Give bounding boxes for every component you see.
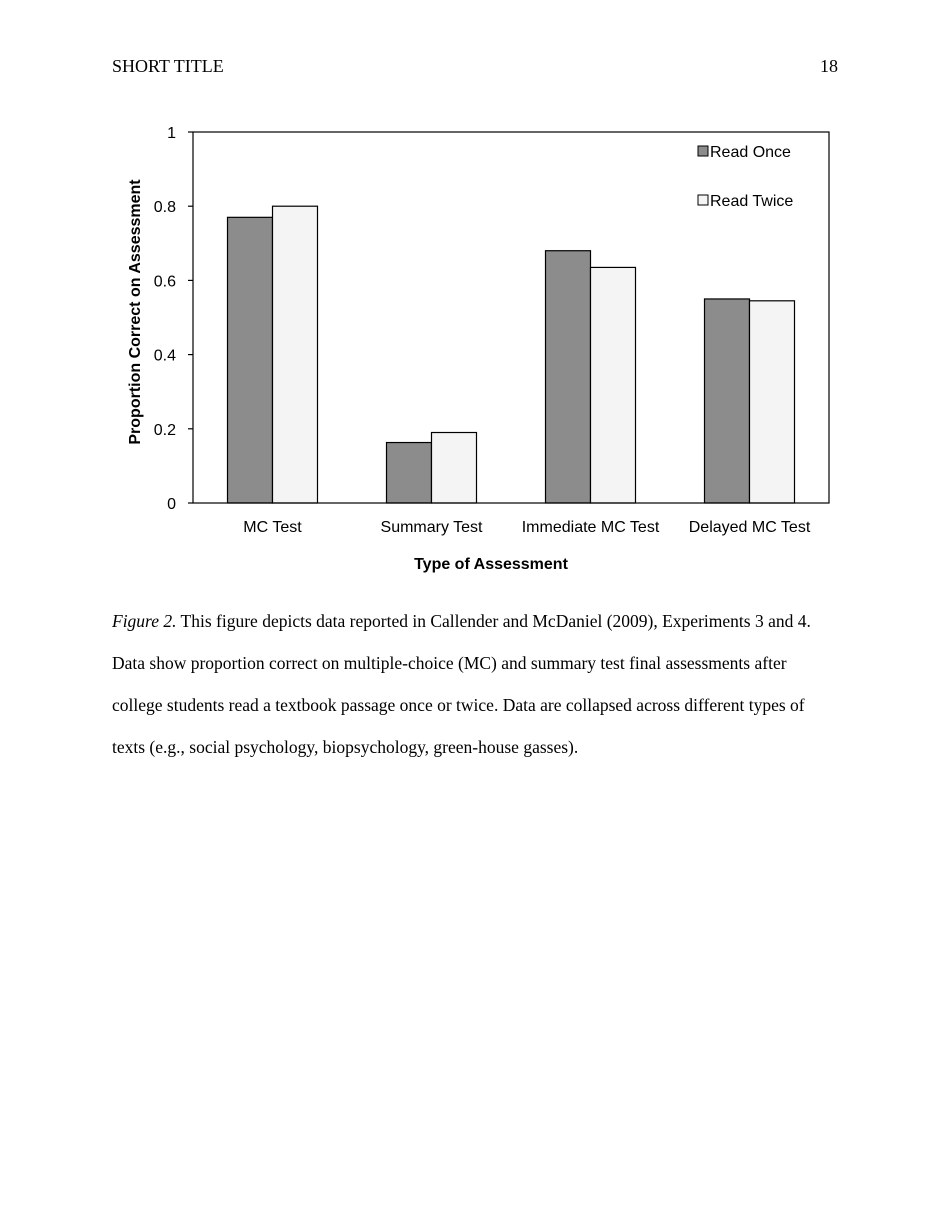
x-tick-label: MC Test: [243, 519, 302, 536]
y-tick-label: 0.8: [153, 199, 176, 217]
page-number: 18: [820, 56, 838, 76]
bar-chart: [110, 115, 850, 585]
y-tick-label: 0.4: [153, 347, 176, 365]
x-tick-label: Immediate MC Test: [521, 519, 660, 536]
bars-group: [228, 206, 795, 503]
bar-read-once: [705, 299, 750, 503]
legend-label: Read Twice: [710, 193, 794, 210]
y-axis-label: Proportion Correct on Assessment: [127, 179, 144, 445]
legend: [698, 144, 793, 210]
bar-read-twice: [273, 206, 318, 503]
bar-read-twice: [591, 267, 636, 503]
bar-read-once: [228, 217, 273, 503]
figure-caption: [112, 600, 840, 768]
y-tick-label: 1: [167, 125, 176, 142]
bar-read-once: [387, 443, 432, 503]
legend-swatch: [698, 195, 708, 205]
x-tick-label: Delayed MC Test: [688, 519, 811, 536]
y-axis-ticks: [154, 125, 193, 513]
figure-label: Figure 2.: [112, 611, 177, 631]
y-tick-label: 0: [167, 496, 176, 513]
running-head: SHORT TITLE: [112, 56, 224, 76]
y-tick-label: 0.2: [153, 421, 176, 439]
legend-swatch: [698, 146, 708, 156]
y-tick-label: 0.6: [153, 273, 176, 291]
legend-label: Read Once: [710, 144, 791, 161]
bar-read-twice: [432, 433, 477, 503]
x-axis-label: Type of Assessment: [414, 556, 568, 573]
x-tick-label: Summary Test: [380, 519, 483, 536]
x-axis-ticks: [243, 519, 811, 536]
bar-read-twice: [750, 301, 795, 503]
bar-read-once: [546, 251, 591, 503]
figure-caption-text: This figure depicts data reported in Callender and McDaniel (2009), Experiments 3 and 4. Data show proportion correct on multiple-choice (MC) and summary test final assessments after college students read a textbook passage once or twice. Data are collapsed across different types of texts (e.g., social psychology, biopsychology, green-house gasses).: [112, 611, 811, 757]
